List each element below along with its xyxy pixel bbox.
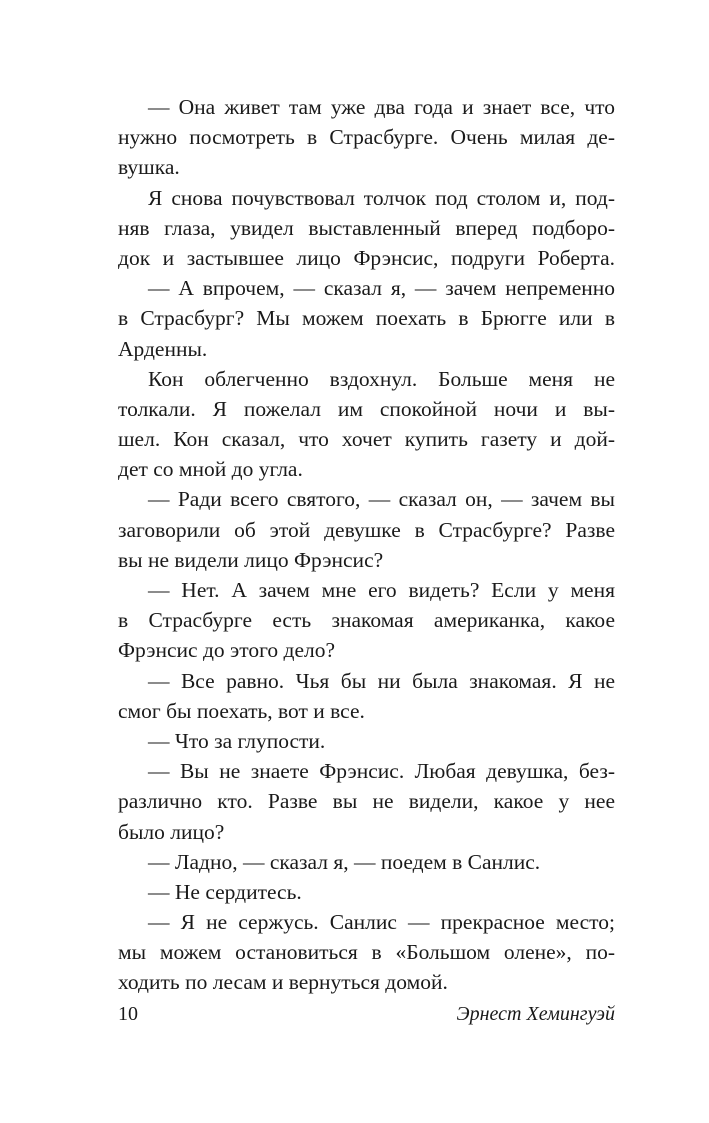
running-footer-author: Эрнест Хемингуэй xyxy=(456,1003,615,1025)
text-line: шел. Кон сказал, что хочет купить газету и дой- xyxy=(118,427,615,452)
text-line: — Она живет там уже два года и знает все, что xyxy=(148,95,615,119)
text-line: различно кто. Разве вы не видели, какое у нее xyxy=(118,789,615,814)
text-line: — Я не сержусь. Санлис — прекрасное место; xyxy=(148,910,615,935)
text-line: смог бы поехать, вот и все. xyxy=(118,698,365,723)
text-line: заговорили об этой девушке в Страсбурге? Разве xyxy=(118,517,615,542)
text-line: — Вы не знаете Фрэнсис. Любая девушка, без- xyxy=(148,759,615,784)
text-line: мы можем остановиться в «Большом олене», по- xyxy=(118,940,615,965)
text-line: няв глаза, увидел выставленный вперед подборо- xyxy=(118,215,615,240)
text-line: док и застывшее лицо Фрэнсис, подруги Роберта. xyxy=(118,245,615,270)
text-line: — Все равно. Чья бы ни была знакомая. Я не xyxy=(148,668,615,693)
text-line: нужно посмотреть в Страсбурге. Очень милая де- xyxy=(118,125,615,150)
text-line: ходить по лесам и вернуться домой. xyxy=(118,970,448,995)
text-line: Кон облегченно вздохнул. Больше меня не xyxy=(148,366,615,391)
text-line: — Ради всего святого, — сказал он, — зачем вы xyxy=(148,487,615,512)
text-line: Я снова почувствовал толчок под столом и, под- xyxy=(148,185,615,210)
text-line: — Не сердитесь. xyxy=(148,879,302,904)
text-line: вушка. xyxy=(118,155,180,180)
page-number: 10 xyxy=(118,1003,138,1025)
text-line: — Ладно, — сказал я, — поедем в Санлис. xyxy=(148,849,541,874)
text-line: — А впрочем, — сказал я, — зачем непременно xyxy=(148,276,615,301)
page-body-text xyxy=(118,92,615,998)
text-line: дет со мной до угла. xyxy=(118,457,303,482)
text-line: Арденны. xyxy=(118,336,208,361)
text-line: — Что за глупости. xyxy=(148,728,326,753)
text-line: было лицо? xyxy=(118,819,225,844)
text-line: в Страсбург? Мы можем поехать в Брюгге или в xyxy=(118,306,615,331)
text-line: Фрэнсис до этого дело? xyxy=(118,638,336,663)
text-line: вы не видели лицо Фрэнсис? xyxy=(118,547,384,572)
text-line: в Страсбурге есть знакомая американка, какое xyxy=(118,608,615,633)
text-line: толкали. Я пожелал им спокойной ночи и вы- xyxy=(118,396,615,421)
text-line: — Нет. А зачем мне его видеть? Если у меня xyxy=(148,578,615,602)
page-footer xyxy=(118,1000,615,1028)
